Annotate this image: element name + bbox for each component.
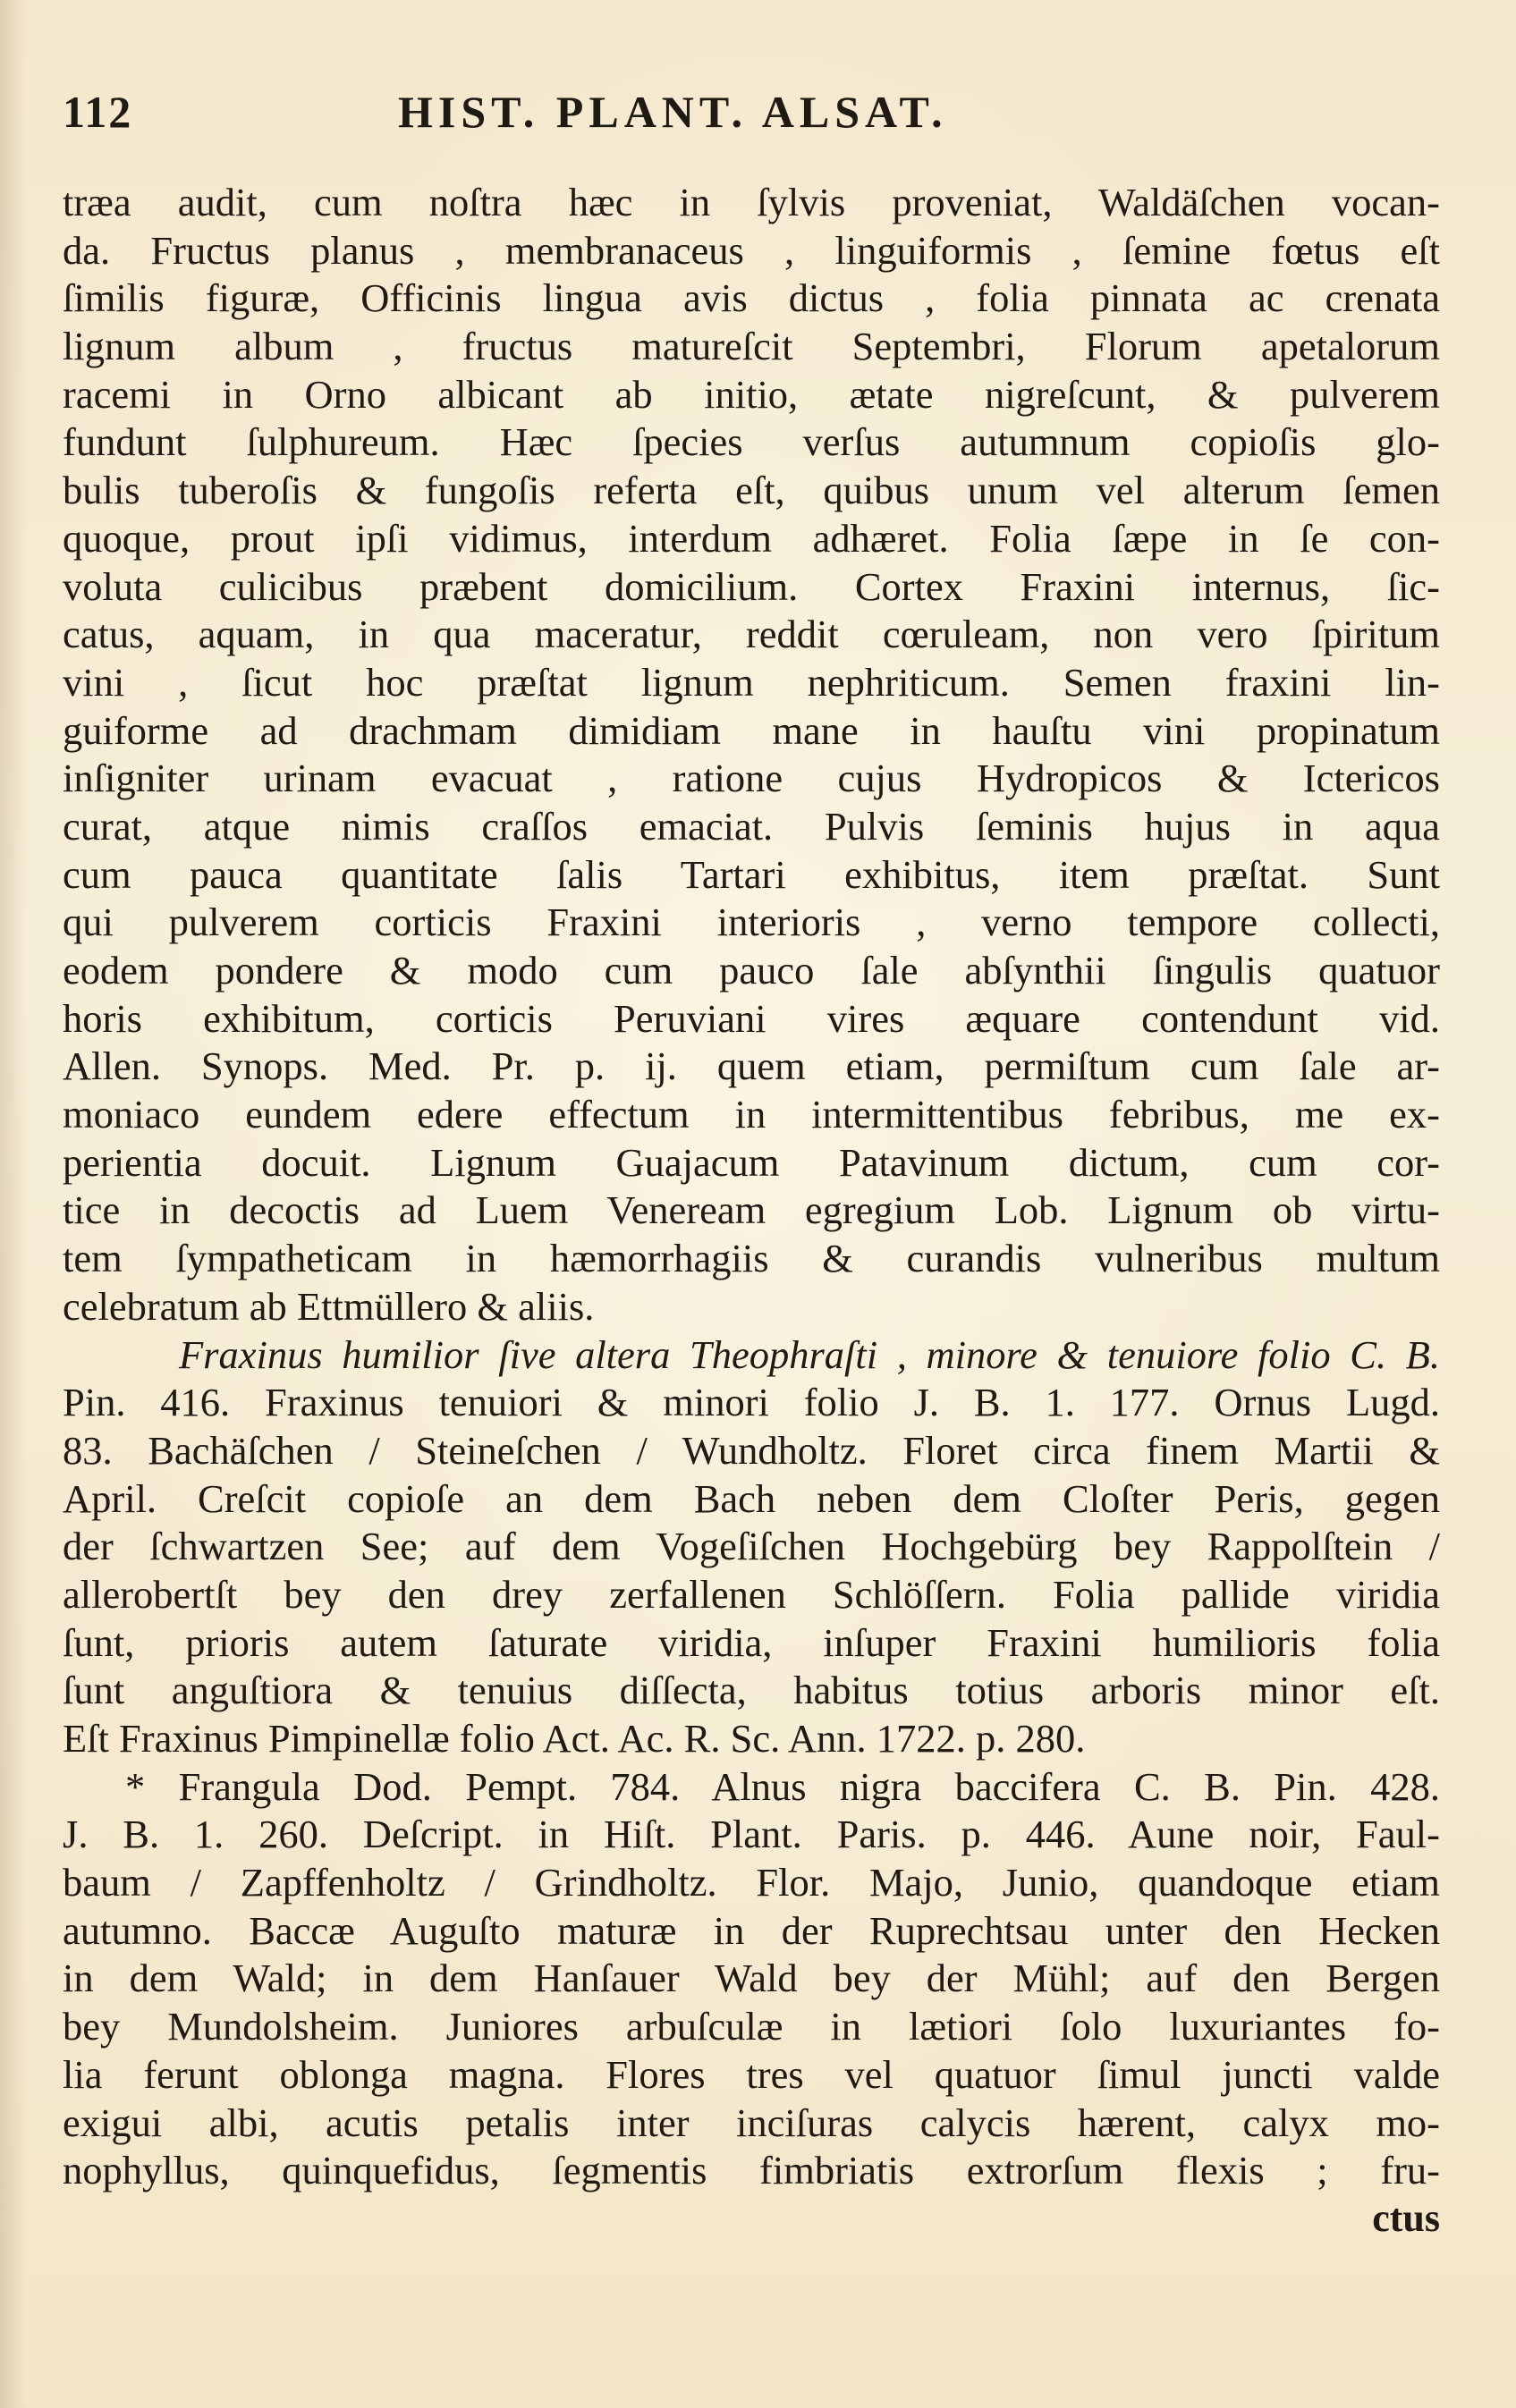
text-line: vini , ſicut hoc præſtat lignum nephriticum. Semen fraxini lin- xyxy=(63,659,1440,705)
body-text xyxy=(63,179,1440,2195)
text-line: inſigniter urinam evacuat , ratione cujus Hydropicos & Ictericos xyxy=(63,756,1440,801)
entry-heading-line: Fraxinus humilior ſive altera Theophraſti , minore & tenuiore folio C. B. xyxy=(179,1331,1440,1377)
text-line: autumno. Baccæ Auguſto maturæ in der Ruprechtsau unter den Hecken xyxy=(63,1907,1440,1953)
text-line: qui pulverem corticis Fraxini interioris , verno tempore collecti, xyxy=(63,900,1440,945)
text-line: 83. Bachäſchen / Steineſchen / Wundholtz. Floret circa finem Martii & xyxy=(63,1427,1440,1473)
text-line: exigui albi, acutis petalis inter inciſuras calycis hærent, calyx mo- xyxy=(63,2100,1440,2145)
text-line: bulis tuberoſis & fungoſis referta eſt, quibus unum vel alterum ſemen xyxy=(63,468,1440,513)
text-line: quoque, prout ipſi vidimus, interdum adhæret. Folia ſæpe in ſe con- xyxy=(63,515,1440,561)
text-line: baum / Zapffenholtz / Grindholtz. Flor. Majo, Junio, quandoque etiam xyxy=(63,1860,1440,1905)
text-line: in dem Wald; in dem Hanſauer Wald bey der Mühl; auf den Bergen xyxy=(63,1956,1440,2001)
text-line: Eſt Fraxinus Pimpinellæ folio Act. Ac. R. Sc. Ann. 1722. p. 280. xyxy=(63,1716,1086,1761)
text-line: catus, aquam, in qua maceratur, reddit cœruleam, non vero ſpiritum xyxy=(63,612,1440,657)
text-line: fundunt ſulphureum. Hæc ſpecies verſus autumnum copioſis glo- xyxy=(63,419,1440,465)
text-line: tice in decoctis ad Luem Veneream egregium Lob. Lignum ob virtu- xyxy=(63,1187,1440,1233)
text-line: Pin. 416. Fraxinus tenuiori & minori folio J. B. 1. 177. Ornus Lugd. xyxy=(63,1380,1440,1425)
text-line: nophyllus, quinquefidus, ſegmentis fimbriatis extrorſum flexis ; fru- xyxy=(63,2148,1440,2193)
page-number: 112 xyxy=(63,87,133,137)
text-line: træa audit, cum noſtra hæc in ſylvis proveniat, Waldäſchen vocan- xyxy=(63,180,1440,224)
text-line: perientia docuit. Lignum Guajacum Patavinum dictum, cum cor- xyxy=(63,1139,1440,1185)
text-line: April. Creſcit copioſe an dem Bach neben dem Cloſter Peris, gegen xyxy=(63,1475,1440,1521)
text-line: cum pauca quantitate ſalis Tartari exhibitus, item præſtat. Sunt xyxy=(63,851,1440,897)
text-line: J. B. 1. 260. Deſcript. in Hiſt. Plant. Paris. p. 446. Aune noir, Faul- xyxy=(63,1812,1440,1857)
text-line: lignum album , fructus matureſcit Septembri, Florum apetalorum xyxy=(63,324,1440,369)
text-line: eodem pondere & modo cum pauco ſale abſynthii ſingulis quatuor xyxy=(63,948,1440,993)
text-line: celebratum ab Ettmüllero & aliis. xyxy=(63,1283,595,1329)
text-line: Allen. Synops. Med. Pr. p. ij. quem etiam, permiſtum cum ſale ar- xyxy=(63,1043,1440,1089)
text-line: der ſchwartzen See; auf dem Vogeſiſchen Hochgebürg bey Rappolſtein / xyxy=(63,1524,1440,1569)
catchword: ctus xyxy=(1372,2196,1440,2240)
text-line: horis exhibitum, corticis Peruviani vires æquare contendunt vid. xyxy=(63,995,1440,1041)
text-line: voluta culicibus præbent domicilium. Cortex Fraxini internus, ſic- xyxy=(63,563,1440,609)
text-line: ſimilis figuræ, Officinis lingua avis dictus , folia pinnata ac crenata xyxy=(63,275,1440,321)
text-line: bey Mundolsheim. Juniores arbuſculæ in lætiori ſolo luxuriantes fo- xyxy=(63,2004,1440,2049)
text-line: allerobertſt bey den drey zerfallenen Schlöſſern. Folia pallide viridia xyxy=(63,1571,1440,1617)
text-line: moniaco eundem edere effectum in intermittentibus febribus, me ex- xyxy=(63,1092,1440,1137)
text-line: guiforme ad drachmam dimidiam mane in hauſtu vini propinatum xyxy=(63,707,1440,753)
text-line: ſunt anguſtiora & tenuius diſſecta, habitus totius arboris minor eſt. xyxy=(63,1668,1440,1713)
entry-heading-line: * Frangula Dod. Pempt. 784. Alnus nigra baccifera C. B. Pin. 428. xyxy=(125,1763,1440,1809)
running-header xyxy=(63,86,1440,148)
running-title: HIST. PLANT. ALSAT. xyxy=(398,87,948,137)
gutter-shadow xyxy=(0,0,27,2408)
text-line: lia ferunt oblonga magna. Flores tres vel quatuor ſimul juncti valde xyxy=(63,2051,1440,2097)
text-line: ſunt, prioris autem ſaturate viridia, inſuper Fraxini humilioris folia xyxy=(63,1619,1440,1665)
text-line: tem ſympatheticam in hæmorrhagiis & curandis vulneribus multum xyxy=(63,1236,1440,1281)
text-line: curat, atque nimis craſſos emaciat. Pulvis ſeminis hujus in aqua xyxy=(63,803,1440,849)
text-line: da. Fructus planus , membranaceus , linguiformis , ſemine fœtus eſt xyxy=(63,227,1440,273)
text-line: racemi in Orno albicant ab initio, ætate nigreſcunt, & pulverem xyxy=(63,371,1440,417)
